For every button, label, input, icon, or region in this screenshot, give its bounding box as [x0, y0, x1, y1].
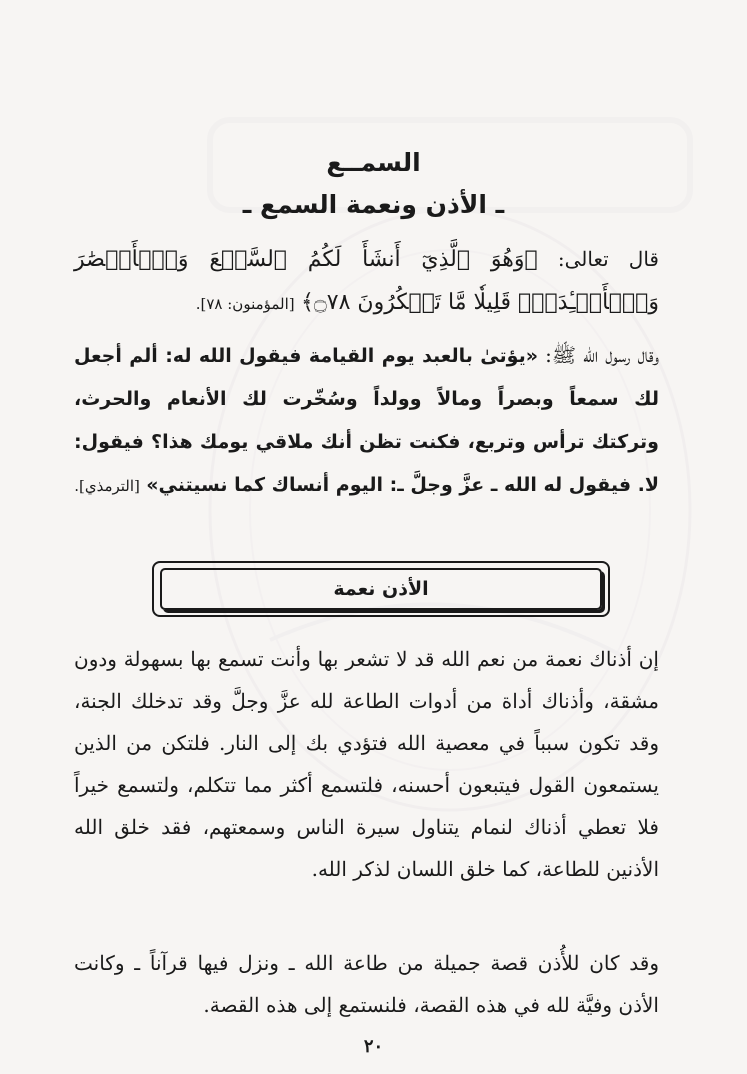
section-title: الأذن نعمة — [160, 568, 602, 610]
verse-paragraph — [74, 238, 659, 325]
chapter-subtitle: ـ الأذن ونعمة السمع ـ — [242, 190, 505, 219]
hadith-text: «يؤتىٰ بالعبد يوم القيامة فيقول الله له: ألم أجعل لك سمعاً وبصراً ومالاً وولداً وسُخّرت لك الأنعام والحرث، وتركتك ترأس وتربع، فكنت تظن أنك ملاقي يومك هذا؟ فيقول: لا. فيقول له الله ـ عزَّ وجلَّ ـ: اليوم أنساك كما نسيتني» — [74, 345, 659, 496]
page-number: ٢٠ — [363, 1036, 384, 1057]
body-paragraph-1: إن أذناك نعمة من نعم الله قد لا تشعر بها وأنت تسمع بها بسهولة ودون مشقة، وأذناك أداة من أدوات الطاعة لله عزَّ وجلَّ وقد تدخلك الجنة، وقد تكون سبباً في معصية الله فتؤدي بك إلى النار. فلتكن من الذين يستمعون القول فيتبعون أحسنه، فلتسمع أكثر مما تتكلم، ولتسمع خيراً فلا تعطي أذناك لنمام يتناول سيرة الناس وسمعتهم، فقد خلق الله الأذنين للطاعة، كما خلق اللسان لذكر الله. — [74, 647, 659, 881]
body-paragraph-2: وقد كان للأُذن قصة جميلة من طاعة الله ـ ونزل فيها قرآناً ـ وكانت الأذن وفيَّة لله في هذه القصة، فلنستمع إلى هذه القصة. — [74, 951, 659, 1017]
section-title-box — [152, 561, 610, 617]
chapter-title: السمــع — [326, 148, 421, 177]
verse-reference: [المؤمنون: ٧٨]. — [195, 295, 295, 313]
hadith-paragraph — [74, 334, 659, 507]
hadith-intro: وقال رسول الله ﷺ: — [538, 343, 660, 367]
hadith-reference: [الترمذي]. — [74, 477, 140, 495]
quran-verse: ﴿وَهُوَ ٱلَّذِيٓ أَنشَأَ لَكُمُ ٱلسَّمۡعَ وَٱلۡأَبۡصَٰرَ وَٱلۡأَفۡـِٔدَةَۚ قَلِيلٗا مَّا تَشۡكُرُونَ ۝٧٨﴾ — [74, 247, 659, 315]
verse-intro: قال تعالى: — [537, 247, 659, 271]
